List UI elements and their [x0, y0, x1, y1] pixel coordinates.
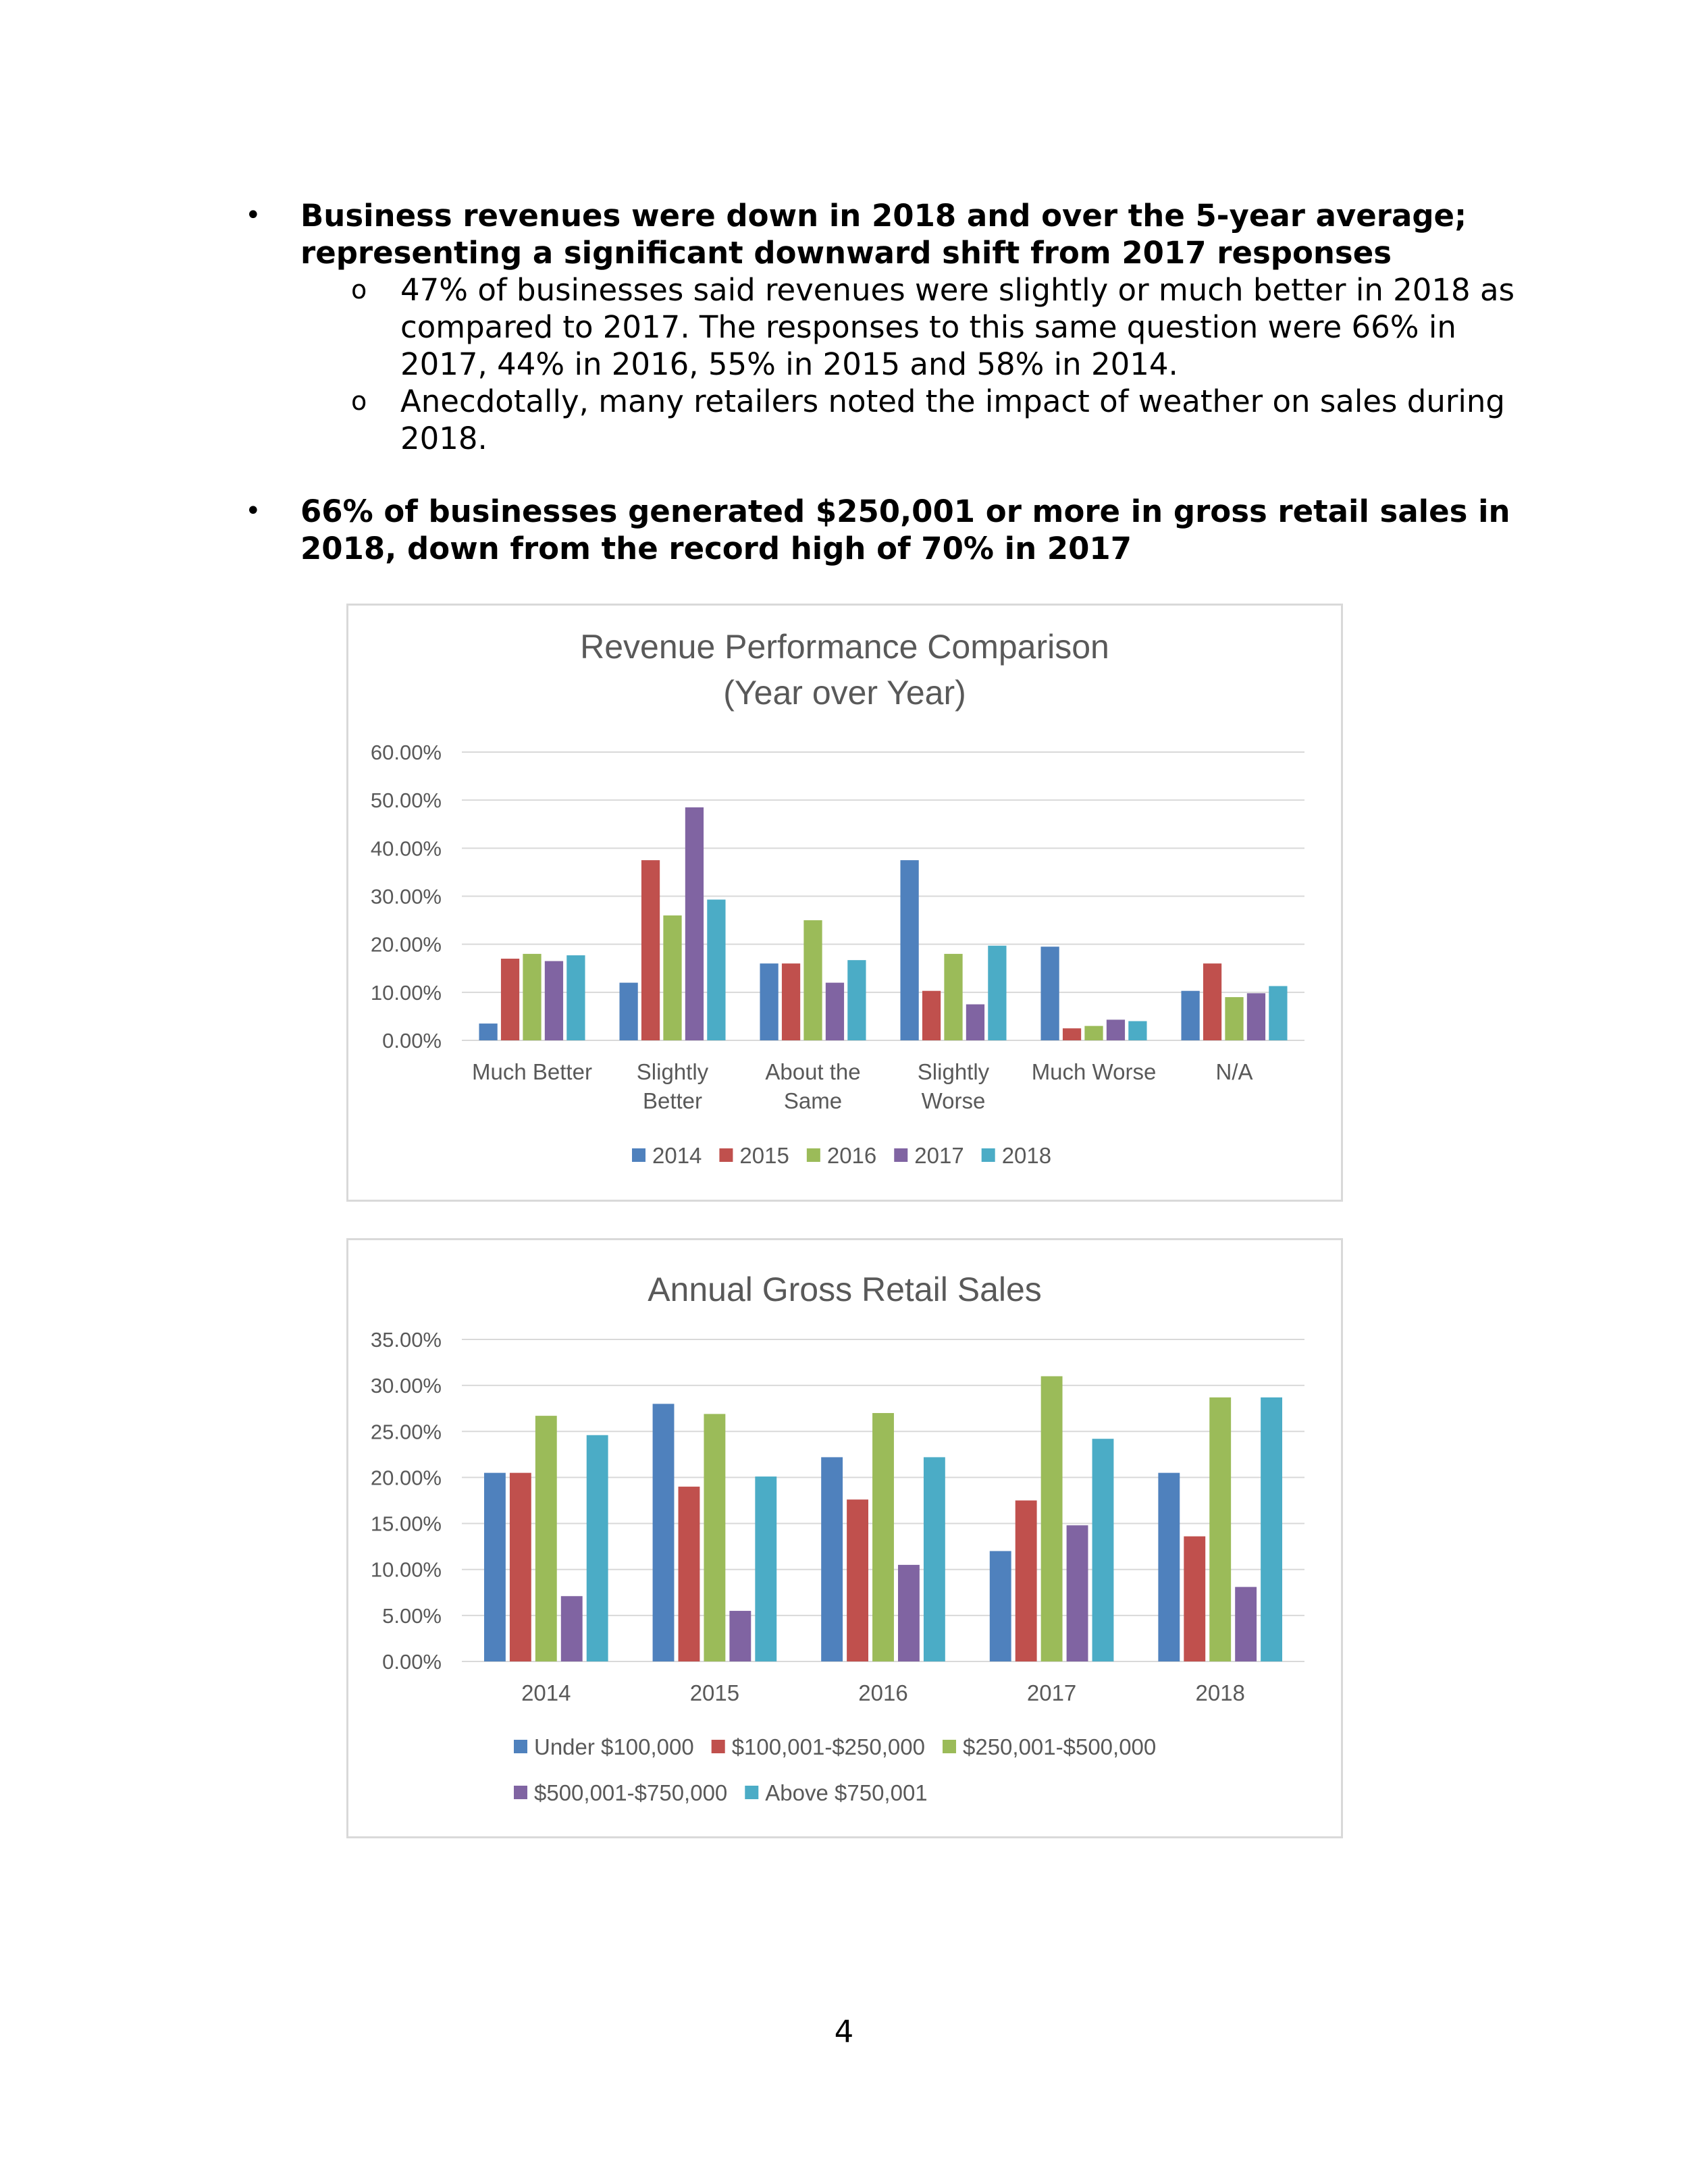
legend-swatch	[943, 1740, 956, 1753]
y-tick-label: 30.00%	[370, 1374, 442, 1398]
legend-entry: Above $750,001	[765, 1780, 928, 1805]
y-tick-label: 15.00%	[370, 1512, 442, 1536]
bar-2016	[663, 915, 681, 1040]
legend-swatch	[712, 1740, 725, 1753]
bar--100-001-250-000	[510, 1473, 531, 1661]
bar--250-001-500-000	[535, 1416, 557, 1661]
bar-under-100-000	[821, 1457, 843, 1661]
bar-2014	[619, 983, 637, 1040]
bar-2018	[707, 899, 725, 1040]
bar--100-001-250-000	[847, 1499, 868, 1661]
y-tick-label: 40.00%	[370, 836, 442, 861]
bar-under-100-000	[653, 1404, 675, 1661]
legend-entry: 2016	[826, 1143, 877, 1168]
bar--250-001-500-000	[704, 1414, 725, 1661]
annual-gross-retail-sales-chart-svg	[348, 1240, 1341, 1836]
y-tick-label: 10.00%	[370, 1557, 442, 1582]
bar-2016	[944, 954, 962, 1040]
revenue-performance-chart-svg	[348, 606, 1341, 1200]
y-tick-label: 20.00%	[370, 932, 442, 957]
circle-bullet-icon: o	[351, 275, 367, 304]
bar-under-100-000	[1158, 1473, 1180, 1661]
legend-swatch	[514, 1786, 527, 1799]
legend-swatch	[719, 1148, 733, 1162]
sub-bullet-text: 47% of businesses said revenues were slightly or much better in 2018 as compared to 2017. The responses to this same question were 66% in 2017, 44% in 2016, 55% in 2015 and 58% in 2014.	[400, 272, 1515, 382]
annual-gross-retail-sales-chart	[346, 1238, 1343, 1838]
page-number: 4	[834, 2014, 854, 2050]
x-tick-label: 2017	[1026, 1680, 1077, 1705]
legend-entry: 2015	[739, 1143, 789, 1168]
bar-2017	[1247, 993, 1265, 1040]
legend-swatch	[982, 1148, 995, 1162]
bar-2018	[566, 955, 585, 1040]
bar-2018	[847, 960, 866, 1040]
bullet-heading: 66% of businesses generated $250,001 or more in gross retail sales in 2018, down from the record high of 70% in 2017	[300, 494, 1510, 566]
bullet-revenues	[240, 197, 1523, 457]
y-tick-label: 50.00%	[370, 789, 442, 813]
bullet-dot-icon: •	[245, 496, 261, 527]
sub-bullet	[300, 271, 1523, 383]
bullet-heading: Business revenues were down in 2018 and over the 5-year average; representing a significant downward shift from 2017 responses	[300, 198, 1467, 271]
legend-entry: $500,001-$750,000	[534, 1780, 728, 1805]
bar--250-001-500-000	[872, 1413, 894, 1661]
y-tick-label: 10.00%	[370, 980, 442, 1005]
bar-2015	[782, 963, 800, 1040]
bar--500-001-750-000	[1067, 1525, 1088, 1661]
bar-2017	[1107, 1019, 1125, 1040]
bar--500-001-750-000	[561, 1596, 583, 1661]
bar-above-750-001	[587, 1435, 608, 1661]
bar--250-001-500-000	[1209, 1397, 1231, 1661]
bar-above-750-001	[1092, 1439, 1114, 1661]
bar-2014	[760, 963, 778, 1040]
x-tick-label: Better	[642, 1088, 703, 1113]
x-tick-label: 2015	[689, 1680, 740, 1705]
bar-2018	[1269, 986, 1287, 1040]
sub-bullet-text: Anecdotally, many retailers noted the impact of weather on sales during 2018.	[400, 383, 1505, 456]
bar-above-750-001	[1261, 1397, 1282, 1661]
bar-2016	[803, 920, 822, 1040]
bar-2015	[1203, 963, 1221, 1040]
legend-entry: $250,001-$500,000	[962, 1734, 1157, 1759]
legend-entry: $100,001-$250,000	[731, 1734, 925, 1759]
bar-2015	[922, 991, 941, 1040]
bar--500-001-750-000	[729, 1611, 751, 1661]
bar-2014	[1181, 991, 1199, 1040]
circle-bullet-icon: o	[351, 386, 367, 416]
bar-under-100-000	[990, 1551, 1011, 1661]
bar-2014	[479, 1023, 497, 1040]
legend-swatch	[632, 1148, 645, 1162]
bar--100-001-250-000	[1184, 1537, 1205, 1661]
sub-bullets	[300, 271, 1523, 457]
x-tick-label: Same	[783, 1088, 843, 1113]
chart-title: Annual Gross Retail Sales	[648, 1271, 1042, 1308]
bar-2017	[826, 983, 844, 1040]
bar-above-750-001	[924, 1457, 945, 1661]
x-tick-label: About the	[765, 1059, 861, 1084]
bar--500-001-750-000	[898, 1565, 920, 1661]
legend-swatch	[745, 1786, 758, 1799]
x-tick-label: 2014	[521, 1680, 571, 1705]
y-tick-label: 35.00%	[370, 1328, 442, 1352]
x-tick-label: Slightly	[917, 1059, 990, 1084]
legend-entry: 2014	[652, 1143, 702, 1168]
legend-entry: 2018	[1001, 1143, 1052, 1168]
x-tick-label: Much Worse	[1031, 1059, 1157, 1084]
bar-2016	[1084, 1026, 1103, 1040]
chart-subtitle: (Year over Year)	[723, 674, 966, 712]
chart-title: Revenue Performance Comparison	[580, 628, 1109, 666]
bar-2014	[900, 860, 918, 1040]
bullet-dot-icon: •	[245, 200, 261, 231]
revenue-performance-chart	[346, 604, 1343, 1202]
legend-swatch	[894, 1148, 907, 1162]
bar--100-001-250-000	[1016, 1501, 1037, 1662]
y-tick-label: 5.00%	[382, 1603, 442, 1628]
x-tick-label: Much Better	[472, 1059, 592, 1084]
y-tick-label: 20.00%	[370, 1466, 442, 1490]
bullet-list-2	[240, 493, 1523, 567]
y-tick-label: 60.00%	[370, 741, 442, 764]
y-tick-label: 30.00%	[370, 884, 442, 909]
bar-2015	[501, 959, 519, 1040]
bar-2014	[1040, 947, 1059, 1040]
bar-under-100-000	[484, 1473, 506, 1661]
x-tick-label: 2016	[858, 1680, 908, 1705]
bar-2017	[545, 961, 563, 1040]
x-tick-label: 2018	[1195, 1680, 1245, 1705]
bar-2015	[1063, 1028, 1081, 1040]
bar-2015	[641, 860, 660, 1040]
bar-2016	[1225, 997, 1243, 1040]
bar-2017	[966, 1005, 984, 1040]
bullet-list-1	[240, 197, 1523, 457]
x-tick-label: N/A	[1215, 1059, 1253, 1084]
bar-above-750-001	[755, 1476, 776, 1661]
bar-2018	[988, 946, 1006, 1040]
bar-2017	[685, 807, 704, 1040]
x-tick-label: Slightly	[636, 1059, 709, 1084]
y-tick-label: 0.00%	[382, 1650, 442, 1674]
bullet-gross-sales	[240, 493, 1523, 567]
bar--500-001-750-000	[1235, 1587, 1257, 1661]
y-tick-label: 0.00%	[382, 1029, 442, 1053]
bar--250-001-500-000	[1041, 1377, 1063, 1661]
legend-swatch	[514, 1740, 527, 1753]
bar--100-001-250-000	[679, 1487, 700, 1661]
bar-2018	[1128, 1021, 1146, 1040]
sub-bullet	[300, 383, 1523, 457]
legend-entry: 2017	[914, 1143, 964, 1168]
legend-swatch	[807, 1148, 820, 1162]
legend-entry: Under $100,000	[534, 1734, 694, 1759]
x-tick-label: Worse	[921, 1088, 986, 1113]
y-tick-label: 25.00%	[370, 1420, 442, 1444]
bar-2016	[523, 954, 541, 1040]
